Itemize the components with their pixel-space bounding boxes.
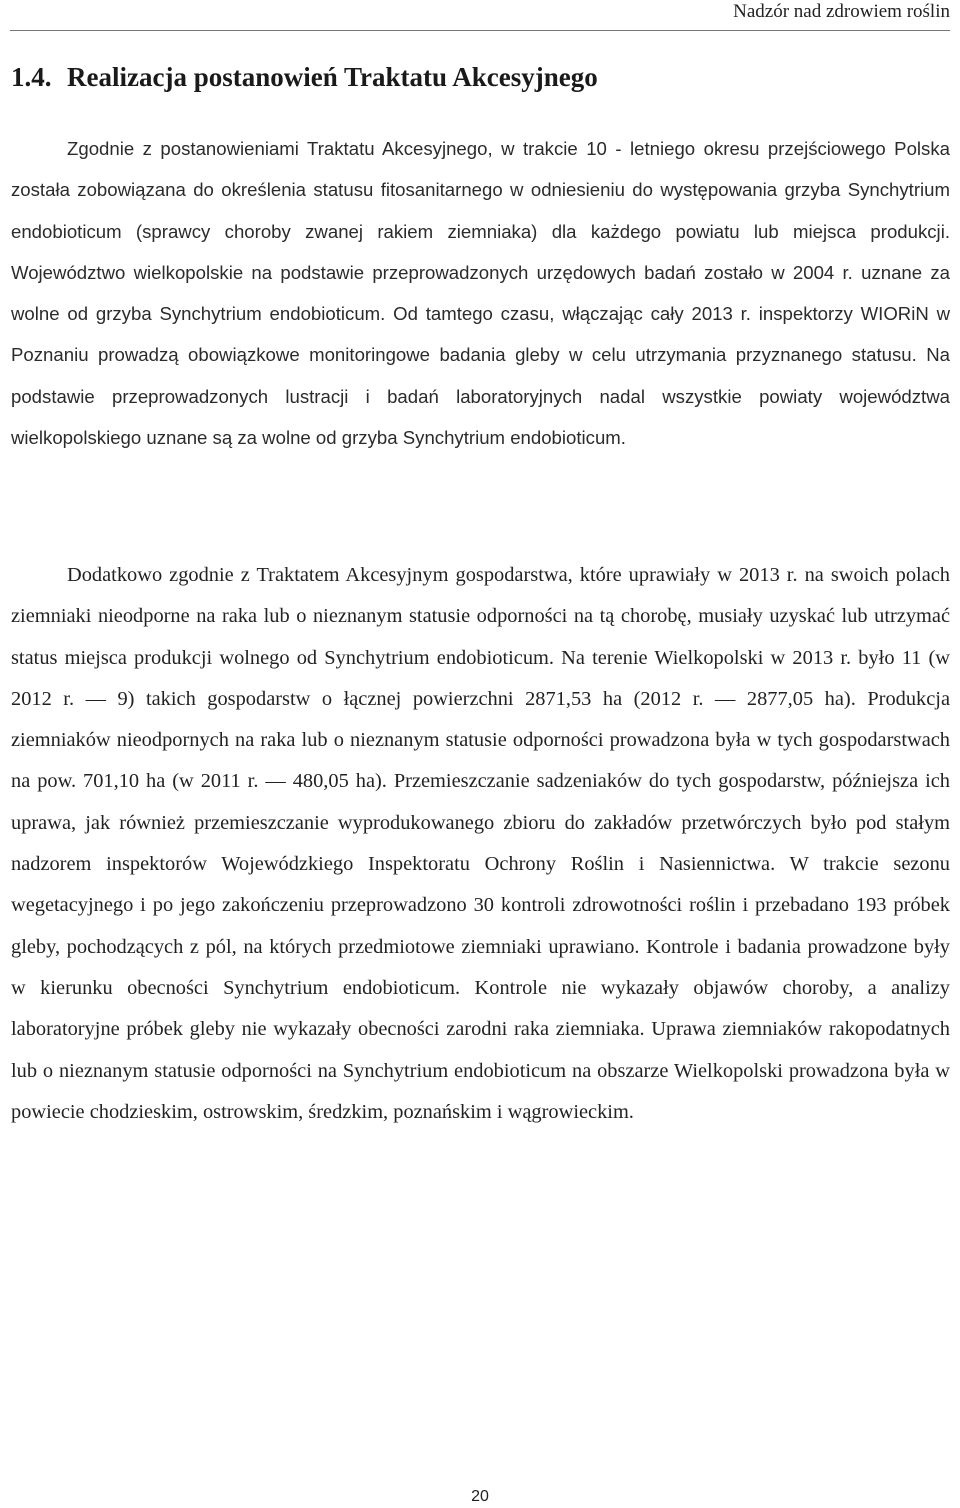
section-title: Realizacja postanowień Traktatu Akcesyjnego bbox=[67, 62, 598, 92]
section-number: 1.4. bbox=[11, 62, 52, 92]
page-number: 20 bbox=[471, 1488, 489, 1505]
section-heading bbox=[11, 62, 598, 93]
paragraph-gospodarstwa: Dodatkowo zgodnie z Traktatem Akcesyjnym gospodarstwa, które uprawiały w 2013 r. na swoich polach ziemniaki nieodporne na raka lub o nieznanym statusie odporności na tą chorobę, musiały uzyskać lub utrzymać status miejsca produkcji wolnego od Synchytrium endobioticum. Na terenie Wielkopolski w 2013 r. było 11 (w 2012 r. — 9) takich gospodarstw o łącznej powierzchni 2871,53 ha (2012 r. — 2877,05 ha). Produkcja ziemniaków nieodpornych na raka lub o nieznanym statusie odporności prowadzona była w tych gospodarstwach na pow. 701,10 ha (w 2011 r. — 480,05 ha). Przemieszczanie sadzeniaków do tych gospodarstw, późniejsza ich uprawa, jak również przemieszczanie wyprodukowanego zbioru do zakładów przetwórczych było pod stałym nadzorem inspektorów Wojewódzkiego Inspektoratu Ochrony Roślin i Nasiennictwa. W trakcie sezonu wegetacyjnego i po jego zakończeniu przeprowadzono 30 kontroli zdrowotności roślin i przebadano 193 próbek gleby, pochodzących z pól, na których przedmiotowe ziemniaki uprawiano. Kontrole i badania prowadzone były w kierunku obecności Synchytrium endobioticum. Kontrole nie wykazały objawów choroby, a analizy laboratoryjne próbek gleby nie wykazały obecności zarodni raka ziemniaka. Uprawa ziemniaków rakopodatnych lub o nieznanym statusie odporności na Synchytrium endobioticum na obszarze Wielkopolski prowadzona była w powiecie chodzieskim, ostrowskim, średzkim, poznańskim i wągrowieckim. bbox=[11, 564, 950, 1123]
paragraph-status-fitosanitarny: Zgodnie z postanowieniami Traktatu Akcesyjnego, w trakcie 10 - letniego okresu przejściowego Polska została zobowiązana do określenia statusu fitosanitarnego w odniesieniu do występowania grzyba Synchytrium endobioticum (sprawcy choroby zwanej rakiem ziemniaka) dla każdego powiatu lub miejsca produkcji. Województwo wielkopolskie na podstawie przeprowadzonych urzędowych badań zostało w 2004 r. uznane za wolne od grzyba Synchytrium endobioticum. Od tamtego czasu, włączając cały 2013 r. inspektorzy WIORiN w Poznaniu prowadzą obowiązkowe monitoringowe badania gleby w celu utrzymania przyznanego statusu. Na podstawie przeprowadzonych lustracji i badań laboratoryjnych nadal wszystkie powiaty województwa wielkopolskiego uznane są za wolne od grzyba Synchytrium endobioticum. bbox=[11, 138, 950, 449]
header-rule bbox=[10, 30, 950, 31]
running-header: Nadzór nad zdrowiem roślin bbox=[733, 1, 950, 22]
